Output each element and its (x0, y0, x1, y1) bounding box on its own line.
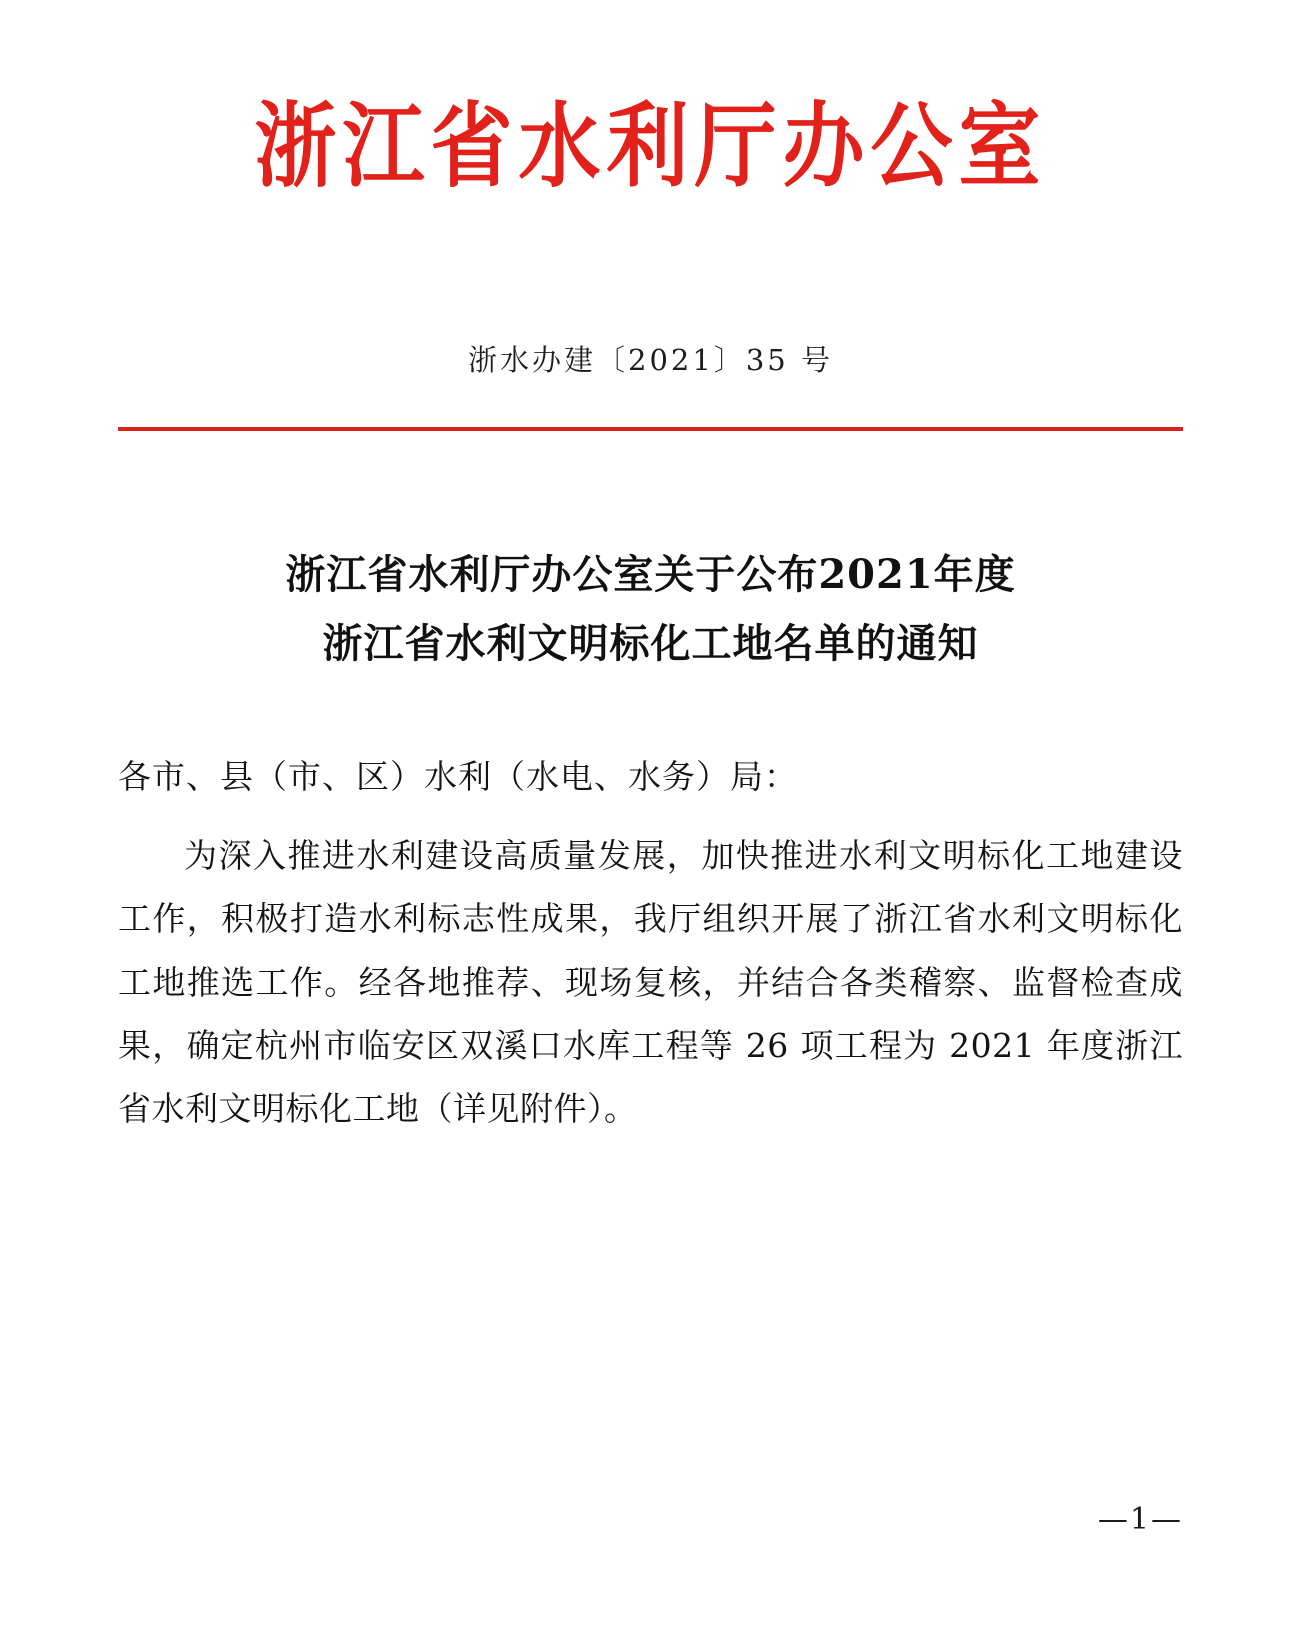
page-number: —1— (1097, 1502, 1183, 1537)
page-title (118, 541, 1183, 679)
page-title-line-2: 浙江省水利文明标化工地名单的通知 (322, 619, 979, 667)
document-number: 浙水办建〔2021〕35 号 (468, 343, 833, 378)
issuing-agency-title: 浙江省水利厅办公室 (254, 92, 1047, 201)
body-paragraph-1: 为深入推进水利建设高质量发展，加快推进水利文明标化工地建设工作，积极打造水利标志性成果，我厅组织开展了浙江省水利文明标化工地推选工作。经各地推荐、现场复核，并结合各类稽察、监督检查成果，确定杭州市临安区双溪口水库工程等 26 项工程为 2021 年度浙江省水利文明标化工地（详见附件）。 (118, 835, 1183, 1129)
red-separator-rule (118, 427, 1183, 431)
letterhead (118, 0, 1183, 201)
salutation: 各市、县（市、区）水利（水电、水务）局： (118, 756, 798, 796)
page-title-line-1: 浙江省水利厅办公室关于公布2021年度 (285, 551, 1016, 599)
